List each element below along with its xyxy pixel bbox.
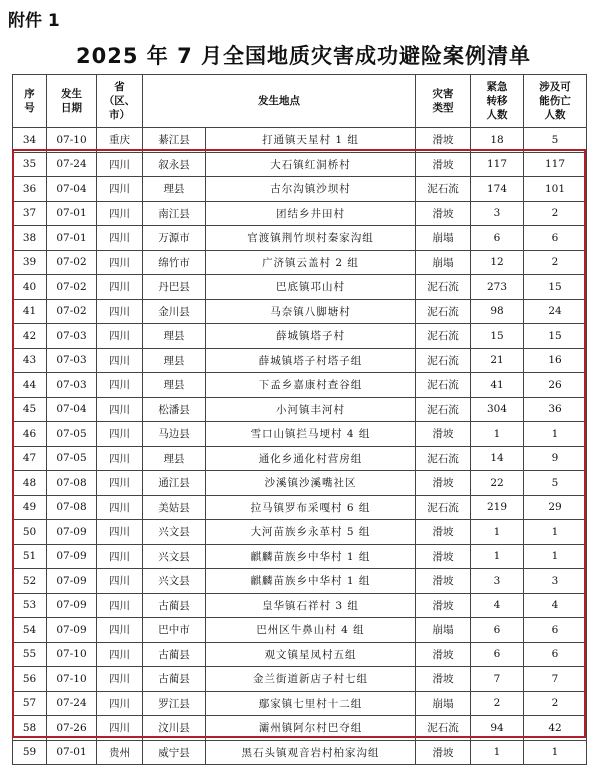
cell-date: 07-01 bbox=[47, 226, 97, 251]
cell-casualties: 26 bbox=[524, 373, 587, 398]
cell-disaster-type: 崩塌 bbox=[416, 691, 471, 716]
cell-evacuated: 1 bbox=[471, 520, 524, 545]
table-row bbox=[13, 667, 587, 692]
cell-province: 四川 bbox=[97, 226, 143, 251]
cell-location: 小河镇丰河村 bbox=[206, 397, 416, 422]
cell-casualties: 2 bbox=[524, 201, 587, 226]
cell-date: 07-10 bbox=[47, 667, 97, 692]
table-row bbox=[13, 397, 587, 422]
cell-casualties: 101 bbox=[524, 177, 587, 202]
cell-province: 四川 bbox=[97, 618, 143, 643]
cell-index: 55 bbox=[13, 642, 47, 667]
cell-county: 理县 bbox=[143, 373, 206, 398]
cell-disaster-type: 滑坡 bbox=[416, 667, 471, 692]
cell-casualties: 9 bbox=[524, 446, 587, 471]
cell-disaster-type: 泥石流 bbox=[416, 348, 471, 373]
cell-location: 团结乡井田村 bbox=[206, 201, 416, 226]
cell-casualties: 15 bbox=[524, 275, 587, 300]
cell-evacuated: 4 bbox=[471, 593, 524, 618]
table-row bbox=[13, 128, 587, 153]
cell-disaster-type: 滑坡 bbox=[416, 152, 471, 177]
cell-county: 巴中市 bbox=[143, 618, 206, 643]
page-title: 2025 年 7 月全国地质灾害成功避险案例清单 bbox=[76, 44, 531, 68]
cell-province: 四川 bbox=[97, 471, 143, 496]
cell-evacuated: 12 bbox=[471, 250, 524, 275]
cell-county: 綦江县 bbox=[143, 128, 206, 153]
table-row bbox=[13, 201, 587, 226]
cell-county: 理县 bbox=[143, 446, 206, 471]
header-province bbox=[97, 75, 143, 128]
cell-county: 汶川县 bbox=[143, 716, 206, 741]
cell-disaster-type: 滑坡 bbox=[416, 422, 471, 447]
cell-evacuated: 219 bbox=[471, 495, 524, 520]
cell-index: 50 bbox=[13, 520, 47, 545]
cell-date: 07-10 bbox=[47, 128, 97, 153]
cell-disaster-type: 泥石流 bbox=[416, 177, 471, 202]
cell-casualties: 7 bbox=[524, 667, 587, 692]
cell-evacuated: 2 bbox=[471, 691, 524, 716]
cell-date: 07-05 bbox=[47, 446, 97, 471]
cell-disaster-type: 泥石流 bbox=[416, 446, 471, 471]
cell-county: 丹巴县 bbox=[143, 275, 206, 300]
cell-index: 46 bbox=[13, 422, 47, 447]
cell-location: 麒麟苗族乡中华村 1 组 bbox=[206, 544, 416, 569]
cell-location: 观文镇星凤村五组 bbox=[206, 642, 416, 667]
cell-date: 07-04 bbox=[47, 397, 97, 422]
cell-evacuated: 18 bbox=[471, 128, 524, 153]
cell-date: 07-08 bbox=[47, 471, 97, 496]
cell-county: 理县 bbox=[143, 324, 206, 349]
table-row bbox=[13, 642, 587, 667]
table-row bbox=[13, 177, 587, 202]
cell-province: 四川 bbox=[97, 446, 143, 471]
cell-evacuated: 15 bbox=[471, 324, 524, 349]
cell-evacuated: 174 bbox=[471, 177, 524, 202]
table-row bbox=[13, 275, 587, 300]
cell-casualties: 2 bbox=[524, 691, 587, 716]
cell-location: 雪口山镇拦马埂村 4 组 bbox=[206, 422, 416, 447]
cell-evacuated: 273 bbox=[471, 275, 524, 300]
header-text: 发生 bbox=[61, 88, 82, 100]
cell-disaster-type: 滑坡 bbox=[416, 201, 471, 226]
cell-casualties: 1 bbox=[524, 544, 587, 569]
cell-province: 四川 bbox=[97, 348, 143, 373]
cell-county: 叙永县 bbox=[143, 152, 206, 177]
cell-date: 07-24 bbox=[47, 152, 97, 177]
cell-evacuated: 41 bbox=[471, 373, 524, 398]
header-potential-casualties bbox=[524, 75, 587, 128]
cell-index: 38 bbox=[13, 226, 47, 251]
cell-index: 48 bbox=[13, 471, 47, 496]
cell-index: 42 bbox=[13, 324, 47, 349]
cell-evacuated: 22 bbox=[471, 471, 524, 496]
cell-index: 34 bbox=[13, 128, 47, 153]
cell-evacuated: 304 bbox=[471, 397, 524, 422]
header-index bbox=[13, 75, 47, 128]
cell-disaster-type: 泥石流 bbox=[416, 299, 471, 324]
cell-casualties: 6 bbox=[524, 226, 587, 251]
cell-location: 拉马镇罗布采嘎村 6 组 bbox=[206, 495, 416, 520]
cell-disaster-type: 滑坡 bbox=[416, 569, 471, 594]
cell-county: 金川县 bbox=[143, 299, 206, 324]
cell-location: 巴州区牛鼻山村 4 组 bbox=[206, 618, 416, 643]
header-evacuated bbox=[471, 75, 524, 128]
cell-date: 07-24 bbox=[47, 691, 97, 716]
cell-evacuated: 1 bbox=[471, 544, 524, 569]
header-text: 号 bbox=[24, 102, 35, 114]
cell-date: 07-03 bbox=[47, 373, 97, 398]
cell-index: 39 bbox=[13, 250, 47, 275]
cell-disaster-type: 泥石流 bbox=[416, 495, 471, 520]
cell-date: 07-09 bbox=[47, 569, 97, 594]
cell-location: 马奈镇八脚塘村 bbox=[206, 299, 416, 324]
table-row bbox=[13, 446, 587, 471]
table-row bbox=[13, 740, 587, 765]
cell-casualties: 1 bbox=[524, 740, 587, 765]
cell-location: 官渡镇荆竹坝村秦家沟组 bbox=[206, 226, 416, 251]
cell-date: 07-10 bbox=[47, 642, 97, 667]
cell-casualties: 29 bbox=[524, 495, 587, 520]
cell-date: 07-02 bbox=[47, 250, 97, 275]
cell-date: 07-01 bbox=[47, 740, 97, 765]
cell-province: 四川 bbox=[97, 373, 143, 398]
cell-county: 松潘县 bbox=[143, 397, 206, 422]
cell-casualties: 24 bbox=[524, 299, 587, 324]
header-text: 发生地点 bbox=[258, 95, 300, 107]
cell-evacuated: 94 bbox=[471, 716, 524, 741]
cell-location: 黑石头镇观音岩村柏家沟组 bbox=[206, 740, 416, 765]
header-text: 省 bbox=[114, 81, 125, 93]
header-date bbox=[47, 75, 97, 128]
cell-province: 四川 bbox=[97, 544, 143, 569]
cell-date: 07-09 bbox=[47, 593, 97, 618]
cell-disaster-type: 滑坡 bbox=[416, 740, 471, 765]
cell-location: 金兰街道新店子村七组 bbox=[206, 667, 416, 692]
cell-evacuated: 14 bbox=[471, 446, 524, 471]
cell-casualties: 16 bbox=[524, 348, 587, 373]
cell-index: 58 bbox=[13, 716, 47, 741]
cell-county: 威宁县 bbox=[143, 740, 206, 765]
cell-province: 四川 bbox=[97, 275, 143, 300]
table-row bbox=[13, 250, 587, 275]
cell-date: 07-04 bbox=[47, 177, 97, 202]
cell-province: 四川 bbox=[97, 177, 143, 202]
table-row bbox=[13, 691, 587, 716]
cell-evacuated: 98 bbox=[471, 299, 524, 324]
cell-location: 巴底镇邛山村 bbox=[206, 275, 416, 300]
cell-date: 07-26 bbox=[47, 716, 97, 741]
cell-casualties: 6 bbox=[524, 618, 587, 643]
table-body bbox=[13, 128, 587, 765]
table-row bbox=[13, 495, 587, 520]
cell-date: 07-03 bbox=[47, 324, 97, 349]
cell-county: 古蔺县 bbox=[143, 593, 206, 618]
header-location bbox=[143, 75, 416, 128]
header-text: （区、市） bbox=[103, 95, 136, 121]
cell-index: 52 bbox=[13, 569, 47, 594]
cell-location: 薛城镇塔子村 bbox=[206, 324, 416, 349]
table-row bbox=[13, 422, 587, 447]
cell-evacuated: 6 bbox=[471, 618, 524, 643]
cell-location: 鄢家镇七里村十二组 bbox=[206, 691, 416, 716]
cell-disaster-type: 泥石流 bbox=[416, 275, 471, 300]
table-row bbox=[13, 471, 587, 496]
cell-location: 皇华镇石祥村 3 组 bbox=[206, 593, 416, 618]
cell-province: 四川 bbox=[97, 152, 143, 177]
cell-date: 07-03 bbox=[47, 348, 97, 373]
cell-county: 理县 bbox=[143, 177, 206, 202]
cell-province: 四川 bbox=[97, 520, 143, 545]
cell-province: 重庆 bbox=[97, 128, 143, 153]
cell-location: 大石镇红洞桥村 bbox=[206, 152, 416, 177]
cell-casualties: 15 bbox=[524, 324, 587, 349]
cell-county: 罗江县 bbox=[143, 691, 206, 716]
cell-location: 麒麟苗族乡中华村 1 组 bbox=[206, 569, 416, 594]
cell-province: 四川 bbox=[97, 201, 143, 226]
table-row bbox=[13, 618, 587, 643]
cell-index: 54 bbox=[13, 618, 47, 643]
disaster-cases-table bbox=[12, 74, 587, 765]
cell-casualties: 3 bbox=[524, 569, 587, 594]
cell-disaster-type: 泥石流 bbox=[416, 397, 471, 422]
cell-casualties: 117 bbox=[524, 152, 587, 177]
cell-county: 兴文县 bbox=[143, 544, 206, 569]
cell-evacuated: 1 bbox=[471, 740, 524, 765]
cell-county: 兴文县 bbox=[143, 520, 206, 545]
cell-index: 44 bbox=[13, 373, 47, 398]
cell-province: 四川 bbox=[97, 642, 143, 667]
table-row bbox=[13, 324, 587, 349]
table-header-row bbox=[13, 75, 587, 128]
cell-index: 37 bbox=[13, 201, 47, 226]
cell-index: 41 bbox=[13, 299, 47, 324]
cell-county: 南江县 bbox=[143, 201, 206, 226]
table-row bbox=[13, 544, 587, 569]
cell-disaster-type: 滑坡 bbox=[416, 593, 471, 618]
cell-location: 灞州镇阿尔村巴夺组 bbox=[206, 716, 416, 741]
table-row bbox=[13, 226, 587, 251]
cell-location: 打通镇天星村 1 组 bbox=[206, 128, 416, 153]
cell-disaster-type: 泥石流 bbox=[416, 373, 471, 398]
header-text: 人数 bbox=[544, 109, 566, 121]
header-text: 转移 bbox=[486, 95, 508, 107]
cell-date: 07-09 bbox=[47, 520, 97, 545]
table-row bbox=[13, 373, 587, 398]
header-text: 日期 bbox=[61, 102, 82, 114]
cell-disaster-type: 滑坡 bbox=[416, 471, 471, 496]
cell-county: 万源市 bbox=[143, 226, 206, 251]
header-text: 灾害 bbox=[432, 88, 454, 100]
cell-index: 56 bbox=[13, 667, 47, 692]
table-row bbox=[13, 299, 587, 324]
cell-location: 大河苗族乡永革村 5 组 bbox=[206, 520, 416, 545]
cell-province: 四川 bbox=[97, 299, 143, 324]
cell-evacuated: 117 bbox=[471, 152, 524, 177]
cell-county: 绵竹市 bbox=[143, 250, 206, 275]
cell-province: 四川 bbox=[97, 397, 143, 422]
cell-casualties: 5 bbox=[524, 128, 587, 153]
table-row bbox=[13, 593, 587, 618]
header-text: 紧急 bbox=[486, 81, 508, 93]
header-text: 能伤亡 bbox=[539, 95, 571, 107]
cell-disaster-type: 滑坡 bbox=[416, 544, 471, 569]
cell-county: 美姑县 bbox=[143, 495, 206, 520]
cell-province: 四川 bbox=[97, 667, 143, 692]
cell-index: 45 bbox=[13, 397, 47, 422]
cell-casualties: 1 bbox=[524, 520, 587, 545]
table-row bbox=[13, 716, 587, 741]
cell-index: 35 bbox=[13, 152, 47, 177]
cell-casualties: 42 bbox=[524, 716, 587, 741]
cell-location: 薛城镇塔子村塔子组 bbox=[206, 348, 416, 373]
header-text: 人数 bbox=[486, 109, 508, 121]
cell-province: 四川 bbox=[97, 250, 143, 275]
cell-evacuated: 7 bbox=[471, 667, 524, 692]
cell-province: 四川 bbox=[97, 593, 143, 618]
cell-disaster-type: 泥石流 bbox=[416, 324, 471, 349]
header-text: 涉及可 bbox=[539, 81, 571, 93]
header-disaster-type bbox=[416, 75, 471, 128]
cell-county: 古蔺县 bbox=[143, 642, 206, 667]
cell-index: 47 bbox=[13, 446, 47, 471]
cell-disaster-type: 崩塌 bbox=[416, 250, 471, 275]
cell-province: 四川 bbox=[97, 716, 143, 741]
cell-disaster-type: 崩塌 bbox=[416, 226, 471, 251]
cell-location: 古尔沟镇沙坝村 bbox=[206, 177, 416, 202]
cell-casualties: 36 bbox=[524, 397, 587, 422]
cell-disaster-type: 滑坡 bbox=[416, 642, 471, 667]
cell-date: 07-01 bbox=[47, 201, 97, 226]
cell-index: 51 bbox=[13, 544, 47, 569]
cell-index: 43 bbox=[13, 348, 47, 373]
table-row bbox=[13, 569, 587, 594]
cell-location: 通化乡通化村营房组 bbox=[206, 446, 416, 471]
cell-county: 古蔺县 bbox=[143, 667, 206, 692]
cell-casualties: 4 bbox=[524, 593, 587, 618]
cell-disaster-type: 泥石流 bbox=[416, 716, 471, 741]
cell-disaster-type: 崩塌 bbox=[416, 618, 471, 643]
cell-evacuated: 6 bbox=[471, 226, 524, 251]
cell-province: 四川 bbox=[97, 569, 143, 594]
cell-county: 理县 bbox=[143, 348, 206, 373]
table-row bbox=[13, 152, 587, 177]
table-row bbox=[13, 520, 587, 545]
cell-province: 四川 bbox=[97, 495, 143, 520]
cell-evacuated: 21 bbox=[471, 348, 524, 373]
cell-date: 07-02 bbox=[47, 275, 97, 300]
cell-date: 07-09 bbox=[47, 544, 97, 569]
header-text: 类型 bbox=[432, 102, 454, 114]
cell-date: 07-05 bbox=[47, 422, 97, 447]
cell-index: 36 bbox=[13, 177, 47, 202]
cell-index: 59 bbox=[13, 740, 47, 765]
cell-location: 广济镇云盖村 2 组 bbox=[206, 250, 416, 275]
cell-evacuated: 1 bbox=[471, 422, 524, 447]
cell-index: 57 bbox=[13, 691, 47, 716]
cell-date: 07-09 bbox=[47, 618, 97, 643]
cell-date: 07-08 bbox=[47, 495, 97, 520]
cell-county: 兴文县 bbox=[143, 569, 206, 594]
cell-date: 07-02 bbox=[47, 299, 97, 324]
cell-county: 马边县 bbox=[143, 422, 206, 447]
attachment-label: 附件 1 bbox=[8, 11, 60, 31]
cell-province: 四川 bbox=[97, 691, 143, 716]
cell-disaster-type: 滑坡 bbox=[416, 520, 471, 545]
cell-disaster-type: 滑坡 bbox=[416, 128, 471, 153]
cell-province: 贵州 bbox=[97, 740, 143, 765]
cell-evacuated: 3 bbox=[471, 201, 524, 226]
cell-index: 49 bbox=[13, 495, 47, 520]
cell-casualties: 1 bbox=[524, 422, 587, 447]
cell-evacuated: 6 bbox=[471, 642, 524, 667]
cell-location: 下孟乡嘉康村查谷组 bbox=[206, 373, 416, 398]
table-row bbox=[13, 348, 587, 373]
cell-province: 四川 bbox=[97, 422, 143, 447]
cell-casualties: 6 bbox=[524, 642, 587, 667]
cell-county: 通江县 bbox=[143, 471, 206, 496]
header-text: 序 bbox=[24, 88, 35, 100]
cell-location: 沙溪镇沙溪嘴社区 bbox=[206, 471, 416, 496]
cell-casualties: 2 bbox=[524, 250, 587, 275]
cell-evacuated: 3 bbox=[471, 569, 524, 594]
cell-index: 40 bbox=[13, 275, 47, 300]
cell-casualties: 5 bbox=[524, 471, 587, 496]
cell-index: 53 bbox=[13, 593, 47, 618]
cell-province: 四川 bbox=[97, 324, 143, 349]
